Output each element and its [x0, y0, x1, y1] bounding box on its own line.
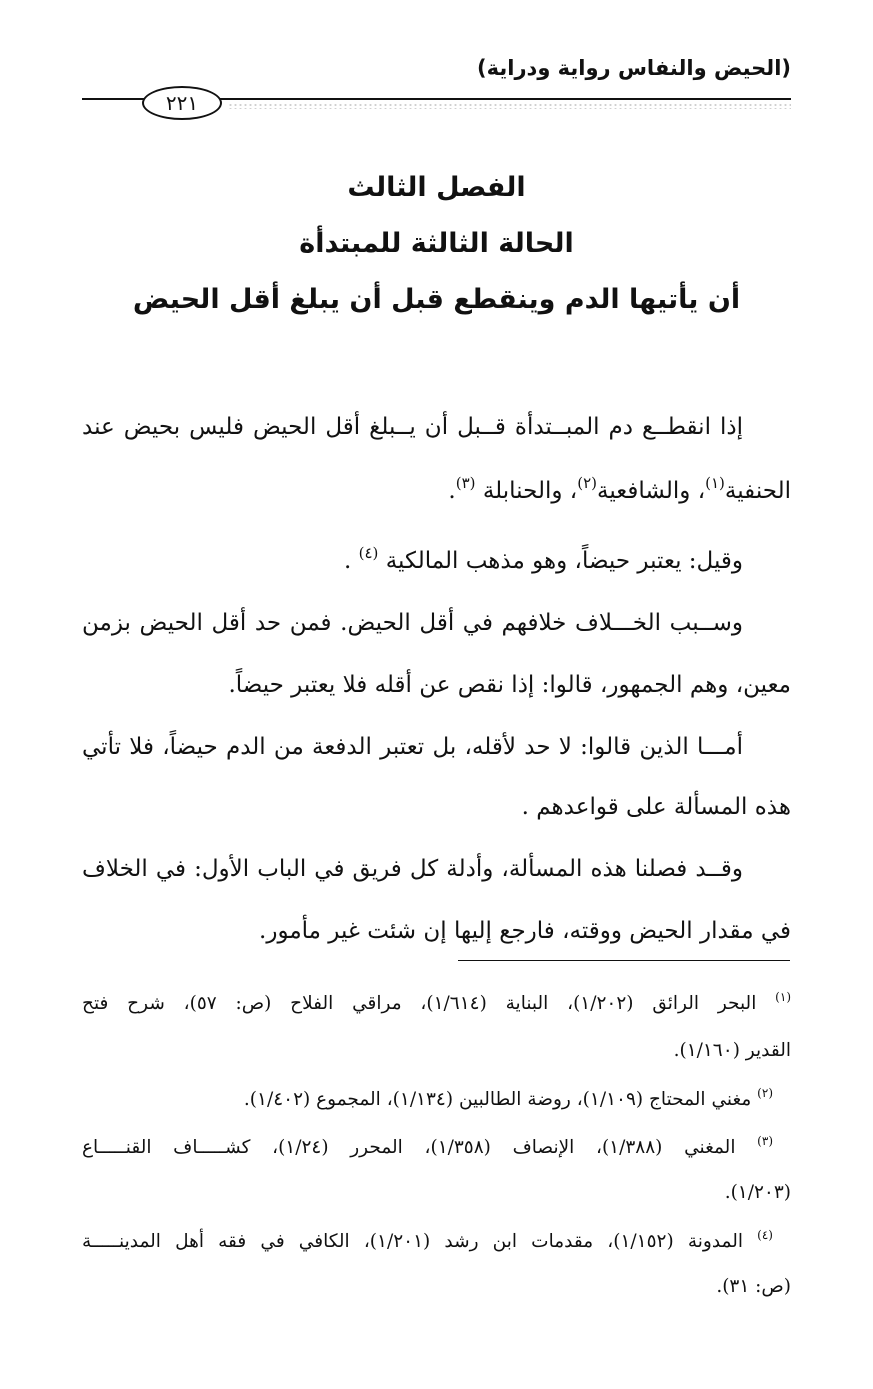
- text-span: .: [344, 548, 359, 574]
- text-span: المدونة (١/١٥٢)، مقدمات ابن رشد (١/٢٠١)، الكافي في فقه أهل المدينـــــة: [82, 1231, 743, 1252]
- text-span: وقيل: يعتبر حيضاً، وهو مذهب المالكية: [385, 548, 743, 574]
- case-title: الحالة الثالثة للمبتدأة: [299, 228, 574, 259]
- paragraph-line: معين، وهم الجمهور، قالوا: إذا نقص عن أقله فلا يعتبر حيضاً.: [228, 672, 791, 698]
- footnote-ref[interactable]: (٢): [577, 474, 597, 492]
- text-span: مغني المحتاج (١/١٠٩)، روضة الطالبين (١/١٣٤)، المجموع (١/٤٠٢).: [243, 1089, 752, 1110]
- paragraph-line: في مقدار الحيض ووقته، فارجع إليها إن شئت غير مأمور.: [259, 918, 791, 944]
- footnote-line: [82, 990, 791, 1014]
- paragraph-line: وســبب الخـــلاف خلافهم في أقل الحيض. فمن حد أقل الحيض بزمن: [82, 610, 743, 636]
- paragraph-line: [82, 544, 791, 574]
- footnote-line: [82, 1228, 791, 1252]
- running-title: (الحيض والنفاس رواية ودراية): [477, 56, 791, 80]
- footnote-line: (١/٢٠٣).: [724, 1182, 791, 1203]
- footnote-line: (ص: ٣١).: [716, 1276, 791, 1297]
- text-span: الحنفية: [724, 478, 791, 504]
- footnote-mark: (٤): [757, 1228, 773, 1242]
- paragraph-line: إذا انقطــع دم المبــتدأة قــبل أن يــبلغ أقل الحيض فليس بحيض عند: [82, 414, 743, 440]
- footnote-mark: (٢): [757, 1086, 773, 1100]
- footnote-line: القدير (١/١٦٠).: [673, 1040, 791, 1061]
- text-span: البحر الرائق (١/٢٠٢)، البناية (١/٦١٤)، مراقي الفلاح (ص: ٥٧)، شرح فتح: [82, 993, 757, 1014]
- text-span: ، والشافعية: [596, 478, 706, 504]
- chapter-title: الفصل الثالث: [347, 172, 526, 203]
- footnote-separator: [458, 960, 790, 961]
- footnote-ref[interactable]: (١): [705, 474, 725, 492]
- text-span: ، والحنابلة: [482, 478, 578, 504]
- subject-title: أن يأتيها الدم وينقطع قبل أن يبلغ أقل الحيض: [132, 284, 741, 315]
- paragraph-line: أمـــا الذين قالوا: لا حد لأقله، بل تعتبر الدفعة من الدم حيضاً، فلا تأتي: [82, 734, 743, 760]
- paragraph-line: [82, 474, 791, 504]
- paragraph-line: وقــد فصلنا هذه المسألة، وأدلة كل فريق في الباب الأول: في الخلاف: [82, 856, 743, 882]
- footnote-ref[interactable]: (٤): [358, 544, 379, 562]
- footnote-mark: (١): [775, 990, 791, 1004]
- footnote-line: [82, 1086, 791, 1110]
- footnote-ref[interactable]: (٣): [455, 474, 476, 492]
- text-span: .: [448, 478, 456, 504]
- page-number: ٢٢١: [142, 86, 222, 120]
- text-span: المغني (١/٣٨٨)، الإنصاف (١/٣٥٨)، المحرر (١/٢٤)، كشـــــاف القنـــــاع: [82, 1137, 736, 1158]
- header-ornament: [228, 103, 791, 109]
- paragraph-line: هذه المسألة على قواعدهم .: [521, 794, 791, 820]
- footnote-mark: (٣): [757, 1134, 773, 1148]
- footnote-line: [82, 1134, 791, 1158]
